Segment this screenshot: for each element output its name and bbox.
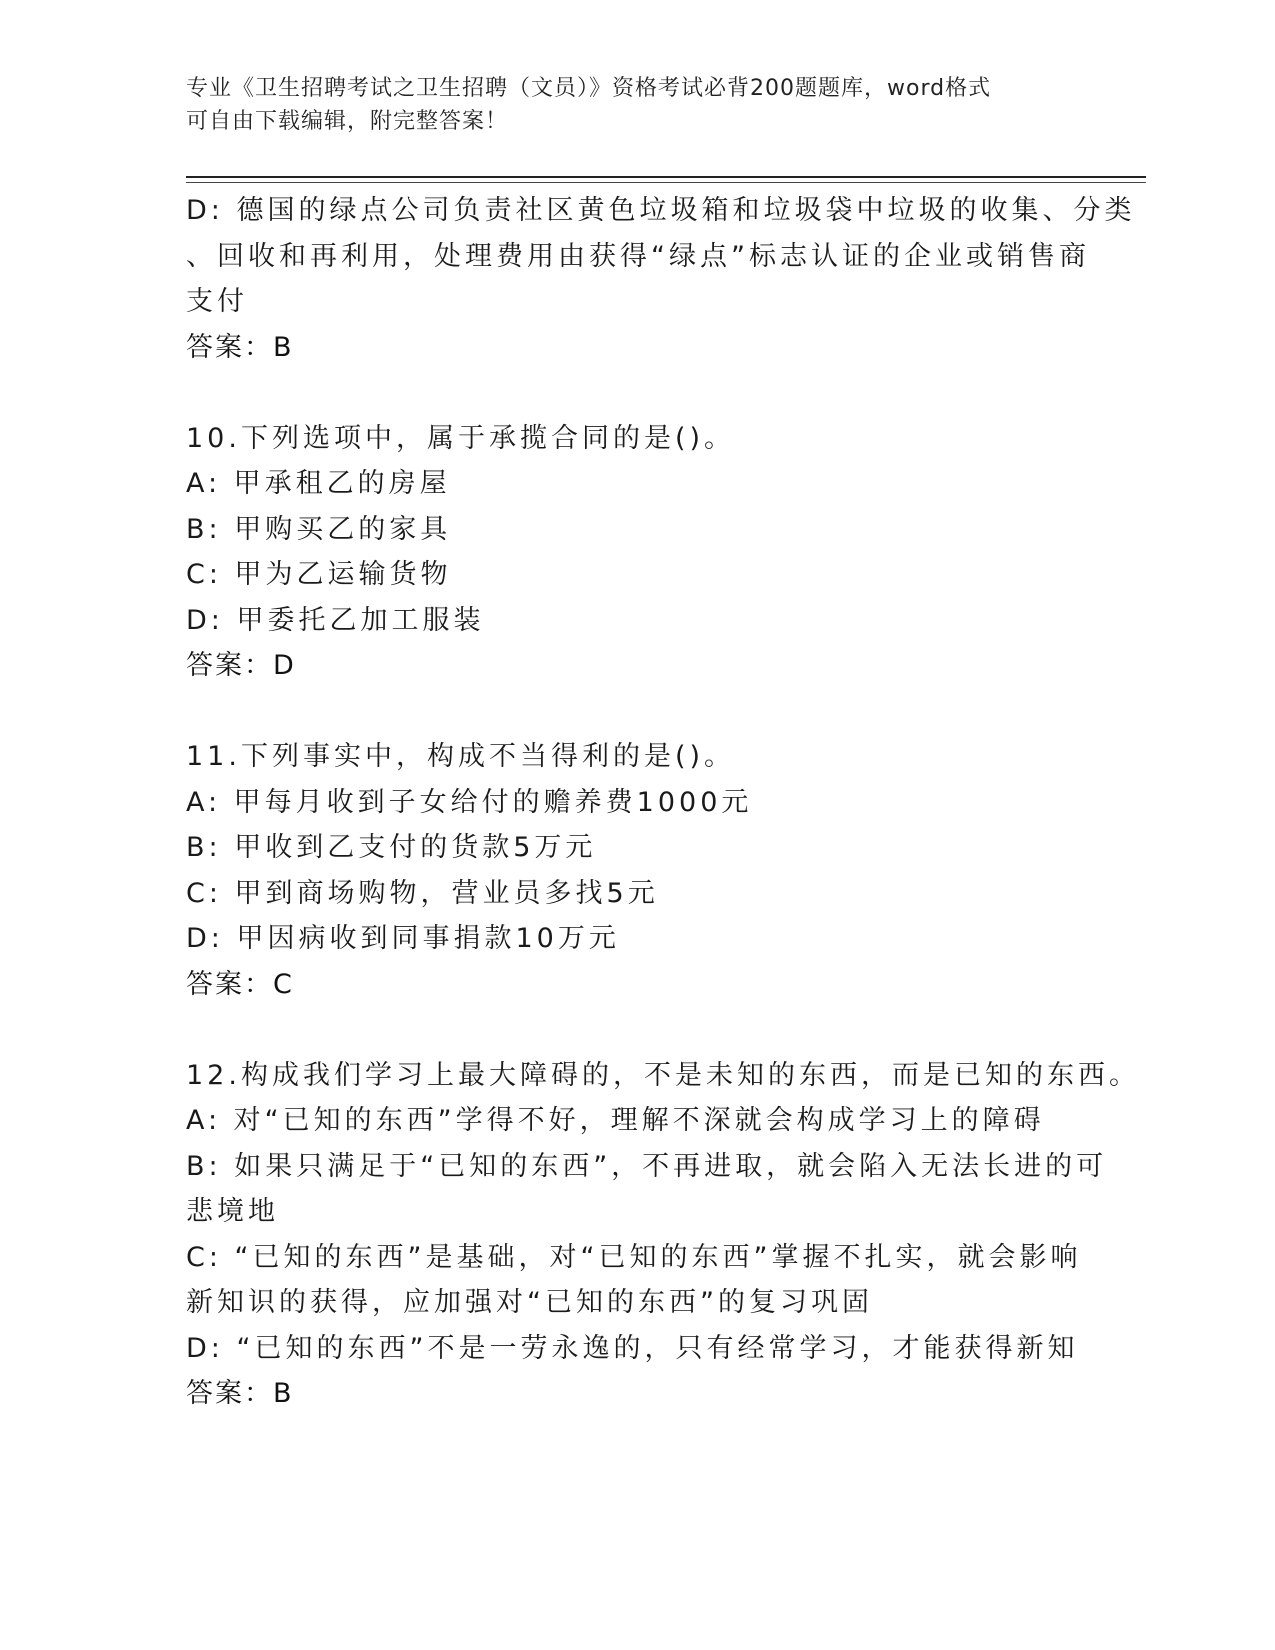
question-11-block [186,734,1066,1007]
option-b: B: 甲收到乙支付的货款5万元 [186,832,597,863]
option-d-line: 支付 [186,286,248,317]
spacer [186,1007,1066,1053]
question-12-block [186,1053,1140,1417]
document-header [186,72,1086,138]
option-c: C: 甲为乙运输货物 [186,559,452,590]
option-d-line: 、回收和再利用，处理费用由获得“绿点”标志认证的企业或销售商 [186,240,1090,272]
option-b: B: 甲购买乙的家具 [186,513,452,545]
option-b-continued: 悲境地 [186,1196,279,1227]
option-d-line: D: 德国的绿点公司负责社区黄色垃圾箱和垃圾袋中垃圾的收集、分类 [186,195,1136,226]
option-a: A: 甲每月收到子女给付的赡养费1000元 [186,786,753,818]
question-10-block [186,416,1066,689]
header-title-line-1: 专业《卫生招聘考试之卫生招聘（文员）》资格考试必背200题题库，word格式 [186,76,992,101]
question-stem: 11.下列事实中，构成不当得利的是()。 [186,741,736,772]
spacer [186,370,1066,416]
question-stem: 10.下列选项中，属于承揽合同的是()。 [186,422,736,454]
option-a: A: 对“已知的东西”学得不好，理解不深就会构成学习上的障碍 [186,1105,1045,1136]
header-title-line-2: 可自由下载编辑，附完整答案！ [186,109,509,134]
option-d: D: 甲因病收到同事捐款10万元 [186,923,620,954]
option-d: D: 甲委托乙加工服装 [186,604,485,636]
header-rule-thin [186,182,1146,183]
answer-label: 答案：B [186,1378,294,1409]
option-c: C: “已知的东西”是基础，对“已知的东西”掌握不扎实，就会影响 [186,1241,1082,1273]
option-d: D: “已知的东西”不是一劳永逸的，只有经常学习，才能获得新知 [186,1332,1079,1364]
option-c: C: 甲到商场购物，营业员多找5元 [186,877,659,909]
option-c-continued: 新知识的获得，应加强对“已知的东西”的复习巩固 [186,1287,873,1318]
document-body [186,188,1140,1417]
option-b: B: 如果只满足于“已知的东西”，不再进取，就会陷入无法长进的可 [186,1150,1108,1182]
prev-question-block [186,188,1136,370]
document-page [186,0,1146,1650]
answer-label: 答案：D [186,650,296,681]
header-rule-thick [186,176,1146,178]
question-stem: 12.构成我们学习上最大障碍的，不是未知的东西，而是已知的东西。 [186,1059,1140,1091]
option-a: A: 甲承租乙的房屋 [186,468,451,499]
answer-label: 答案：C [186,968,294,1000]
spacer [186,689,1066,735]
answer-label: 答案：B [186,331,294,363]
